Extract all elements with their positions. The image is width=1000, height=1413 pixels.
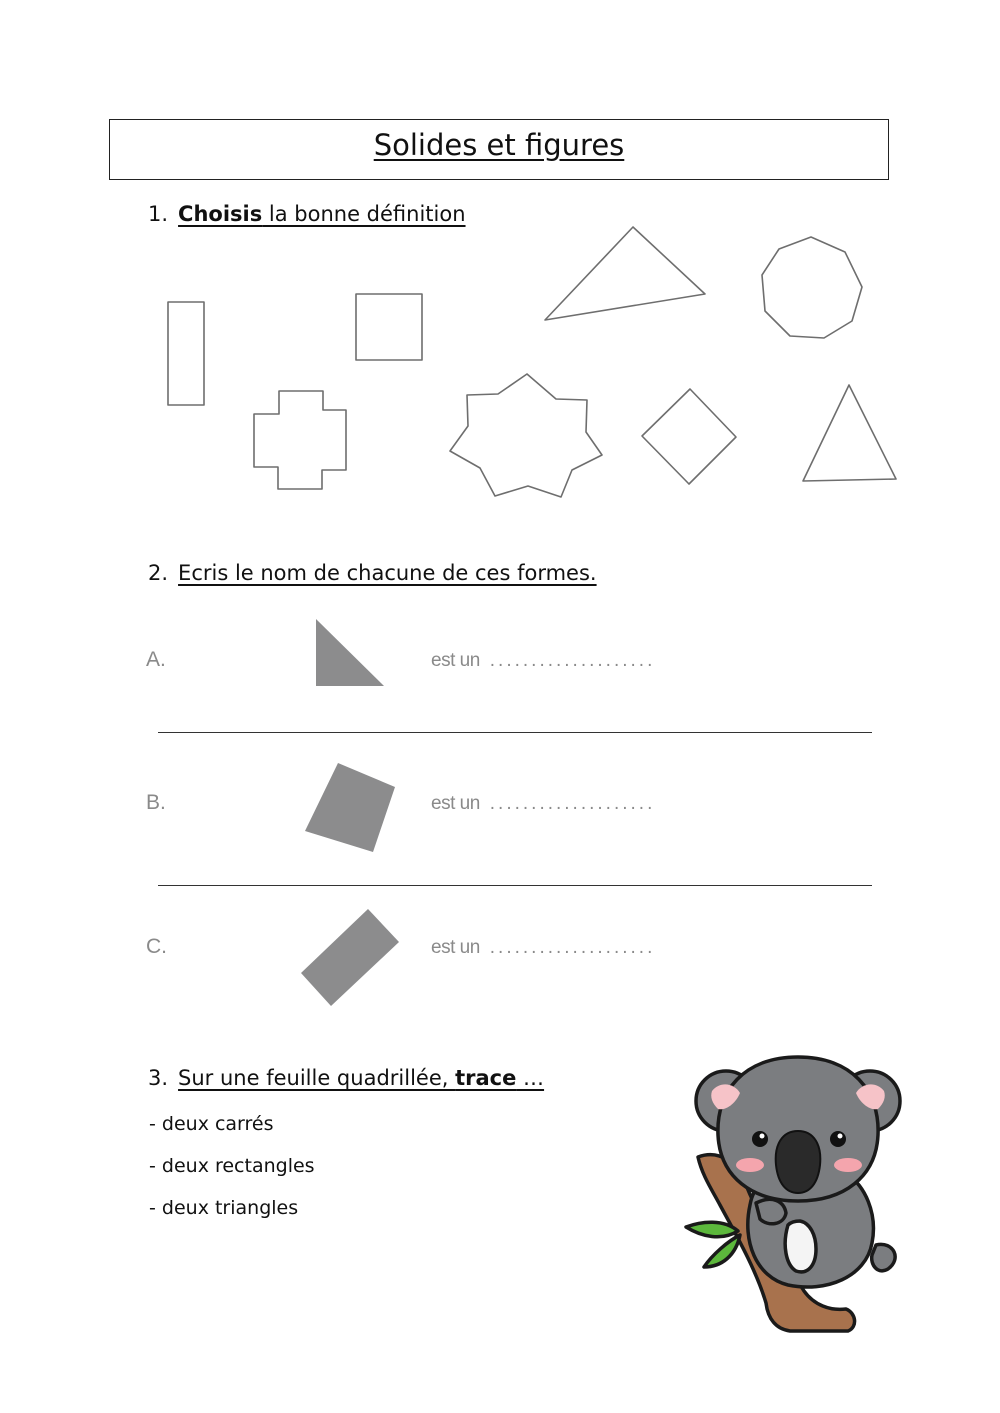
question-1-verb: Choisis <box>178 202 263 226</box>
question-1-number: 1. <box>148 202 169 226</box>
koala-eye <box>752 1131 768 1147</box>
row-b-dots[interactable]: .................... <box>489 793 656 814</box>
row-c-letter: C. <box>146 935 167 958</box>
separator-line <box>158 885 872 886</box>
cross-shape <box>254 391 346 489</box>
leaf-icon <box>686 1222 738 1237</box>
separator-line <box>158 732 872 733</box>
square-shape <box>356 294 422 360</box>
row-a-prefix: est un <box>431 650 480 671</box>
question-3-ellipsis: … <box>516 1066 545 1090</box>
koala-paw <box>756 1199 786 1223</box>
row-b-shape <box>300 758 400 858</box>
koala-eye <box>830 1131 846 1147</box>
diamond-shape <box>642 389 736 484</box>
row-c-answer <box>431 937 655 959</box>
question-2 <box>148 561 597 585</box>
koala-blush <box>736 1158 764 1172</box>
question-3-number: 3. <box>148 1066 169 1090</box>
koala-tail <box>872 1244 895 1270</box>
list-item: - deux triangles <box>149 1197 299 1219</box>
row-b-letter: B. <box>146 791 166 814</box>
row-a-dots[interactable]: .................... <box>489 650 656 671</box>
koala-eye-highlight <box>760 1134 765 1139</box>
koala-illustration <box>680 1045 915 1335</box>
question-3-text: Sur une feuille quadrillée, <box>178 1066 456 1090</box>
row-b-prefix: est un <box>431 793 480 814</box>
question-3-verb: trace <box>455 1066 517 1090</box>
list-item: - deux carrés <box>149 1113 274 1135</box>
row-c-dots[interactable]: .................... <box>489 937 656 958</box>
tilted-rectangle-shape <box>301 909 399 1006</box>
question-2-text: Ecris le nom de chacune de ces formes. <box>178 561 597 585</box>
row-a-letter: A. <box>146 648 166 671</box>
row-c-shape <box>298 905 404 1011</box>
row-c-prefix: est un <box>431 937 480 958</box>
row-a-answer <box>431 650 655 672</box>
right-triangle-shape <box>316 619 384 686</box>
row-a-shape <box>312 616 388 690</box>
star-shape <box>450 374 602 497</box>
leaf-icon <box>704 1235 740 1267</box>
question-3 <box>148 1066 544 1090</box>
page-title: Solides et figures <box>373 128 625 162</box>
row-b-answer <box>431 793 655 815</box>
triangle-shape <box>803 385 896 481</box>
question-1-text: la bonne définition <box>262 202 466 226</box>
heptagon-shape <box>762 237 862 338</box>
koala-belly <box>785 1221 816 1272</box>
tilted-square-shape <box>305 763 395 852</box>
koala-nose <box>776 1131 821 1193</box>
list-item: - deux rectangles <box>149 1155 315 1177</box>
koala-blush <box>834 1158 862 1172</box>
question-2-number: 2. <box>148 561 169 585</box>
koala-eye-highlight <box>838 1134 843 1139</box>
scalene-triangle-shape <box>545 227 705 320</box>
tall-rectangle-shape <box>168 302 204 405</box>
